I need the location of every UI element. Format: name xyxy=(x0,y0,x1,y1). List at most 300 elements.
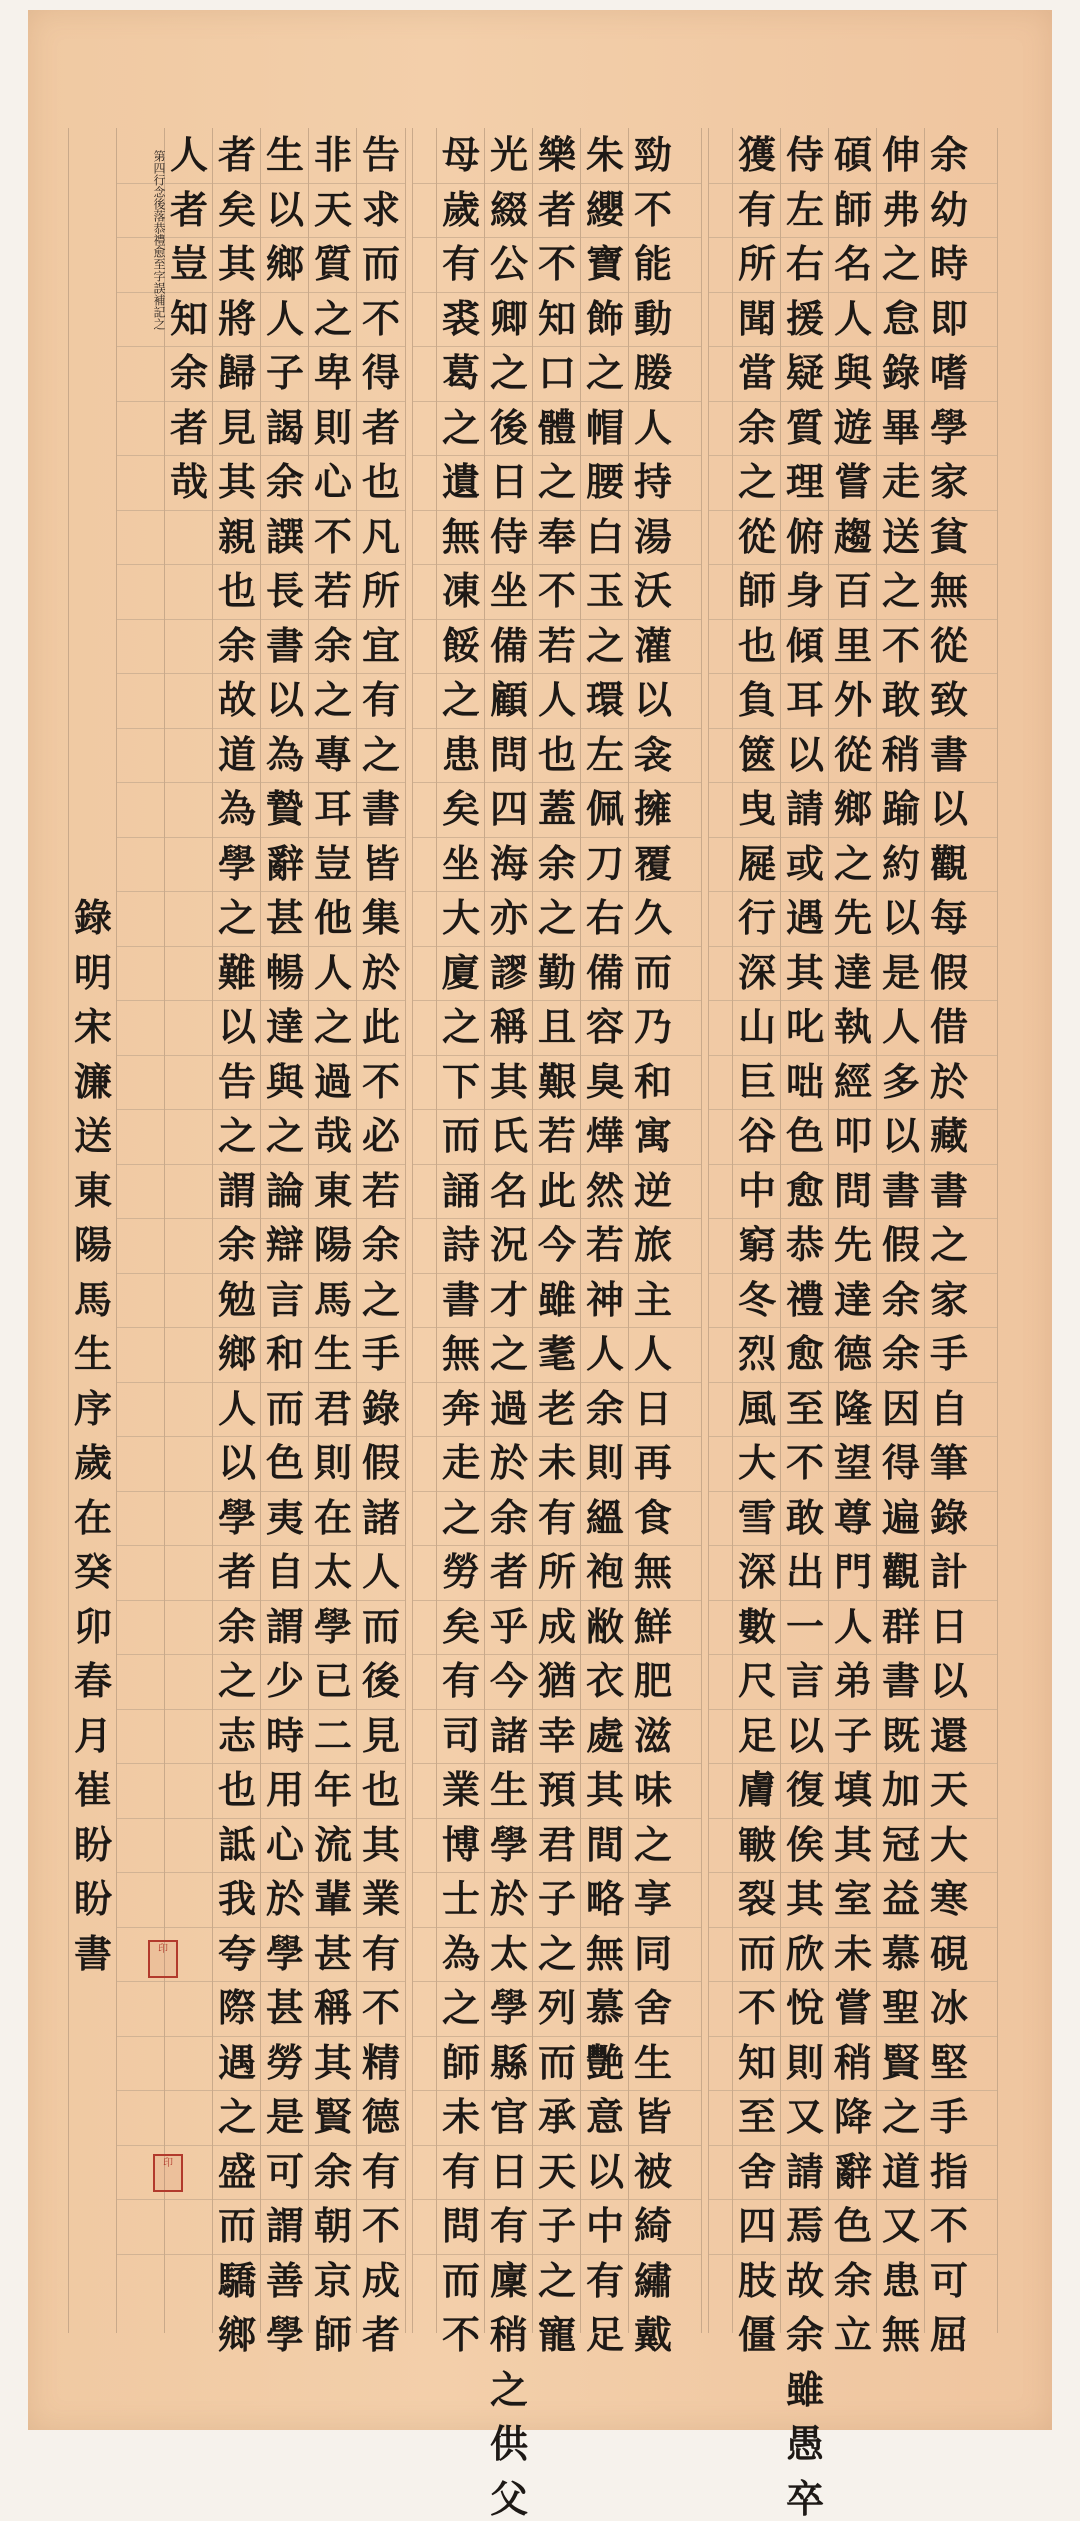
calligraphy-character: 之 xyxy=(537,895,576,940)
calligraphy-character: 不 xyxy=(881,622,920,668)
calligraphy-character: 四 xyxy=(489,786,528,831)
calligraphy-character: 錄 xyxy=(73,895,112,940)
text-column xyxy=(356,128,405,2357)
calligraphy-character: 之 xyxy=(489,2366,528,2412)
calligraphy-character: 春 xyxy=(73,1658,112,1703)
calligraphy-character: 遇 xyxy=(785,895,824,940)
calligraphy-character: 覆 xyxy=(633,840,672,886)
calligraphy-character: 鄉 xyxy=(217,1331,256,1376)
calligraphy-character: 之 xyxy=(537,2257,576,2303)
calligraphy-character: 而 xyxy=(441,1113,480,1158)
calligraphy-character: 此 xyxy=(537,1167,576,1213)
calligraphy-character: 陽 xyxy=(313,1222,352,1267)
calligraphy-character: 日 xyxy=(929,1603,968,1649)
calligraphy-character: 日 xyxy=(489,2148,528,2194)
calligraphy-character: 不 xyxy=(737,1985,776,2030)
calligraphy-character: 大 xyxy=(737,1440,776,1485)
calligraphy-character: 聞 xyxy=(737,295,776,341)
calligraphy-character: 冰 xyxy=(929,1985,968,2030)
calligraphy-character: 刀 xyxy=(585,840,624,886)
calligraphy-character: 巨 xyxy=(737,1058,776,1104)
calligraphy-character: 又 xyxy=(785,2094,824,2139)
calligraphy-character: 志 xyxy=(217,1712,256,1758)
calligraphy-character: 不 xyxy=(441,2312,480,2357)
calligraphy-character: 余 xyxy=(313,622,352,668)
calligraphy-character: 持 xyxy=(633,459,672,504)
calligraphy-character: 燁 xyxy=(585,1113,624,1158)
calligraphy-character: 肥 xyxy=(633,1658,672,1703)
calligraphy-character: 勤 xyxy=(537,949,576,995)
calligraphy-character: 供 xyxy=(489,2421,528,2466)
calligraphy-character: 者 xyxy=(217,1549,256,1594)
calligraphy-character: 人 xyxy=(537,677,576,722)
calligraphy-character: 堅 xyxy=(929,2039,968,2085)
calligraphy-character: 諸 xyxy=(361,1494,400,1540)
calligraphy-character: 書 xyxy=(929,1167,968,1213)
calligraphy-character: 假 xyxy=(929,949,968,995)
calligraphy-character: 無 xyxy=(633,1549,672,1594)
calligraphy-character: 以 xyxy=(585,2148,624,2194)
calligraphy-character: 無 xyxy=(881,2312,920,2357)
calligraphy-character: 之 xyxy=(217,1658,256,1703)
calligraphy-character: 和 xyxy=(633,1058,672,1104)
calligraphy-character: 有 xyxy=(737,186,776,232)
calligraphy-character: 與 xyxy=(833,350,872,395)
calligraphy-character: 既 xyxy=(881,1712,920,1758)
calligraphy-character: 略 xyxy=(585,1876,624,1921)
calligraphy-character: 有 xyxy=(361,1930,400,1976)
calligraphy-character: 深 xyxy=(737,1549,776,1594)
calligraphy-character: 此 xyxy=(361,1004,400,1049)
calligraphy-character: 未 xyxy=(441,2094,480,2139)
calligraphy-character: 之 xyxy=(537,1930,576,1976)
calligraphy-character: 子 xyxy=(833,1712,872,1758)
calligraphy-character: 謁 xyxy=(265,404,304,450)
calligraphy-character: 在 xyxy=(313,1494,352,1540)
calligraphy-character: 宜 xyxy=(361,622,400,668)
calligraphy-character: 勞 xyxy=(441,1549,480,1594)
calligraphy-character: 屣 xyxy=(737,840,776,886)
calligraphy-character: 是 xyxy=(881,949,920,995)
calligraphy-character: 後 xyxy=(489,404,528,450)
calligraphy-character: 無 xyxy=(585,1930,624,1976)
calligraphy-character: 之 xyxy=(441,1494,480,1540)
calligraphy-character: 書 xyxy=(881,1167,920,1213)
calligraphy-character: 二 xyxy=(313,1712,352,1758)
calligraphy-character: 預 xyxy=(537,1767,576,1812)
calligraphy-character: 詩 xyxy=(441,1222,480,1267)
calligraphy-character: 日 xyxy=(489,459,528,504)
calligraphy-character: 味 xyxy=(633,1767,672,1812)
calligraphy-character: 色 xyxy=(265,1440,304,1485)
calligraphy-character: 因 xyxy=(881,1385,920,1431)
calligraphy-character: 師 xyxy=(833,186,872,232)
calligraphy-character: 問 xyxy=(489,731,528,777)
calligraphy-character: 旅 xyxy=(633,1222,672,1267)
calligraphy-character: 辭 xyxy=(833,2148,872,2194)
calligraphy-character: 身 xyxy=(785,568,824,613)
calligraphy-character: 也 xyxy=(217,1767,256,1812)
calligraphy-character: 先 xyxy=(833,1222,872,1267)
calligraphy-character: 隆 xyxy=(833,1385,872,1431)
calligraphy-character: 藏 xyxy=(929,1113,968,1158)
calligraphy-character: 動 xyxy=(633,295,672,341)
calligraphy-character: 之 xyxy=(313,1004,352,1049)
calligraphy-character: 盛 xyxy=(217,2148,256,2194)
calligraphy-character: 群 xyxy=(881,1603,920,1649)
calligraphy-character: 公 xyxy=(489,241,528,286)
calligraphy-character: 灌 xyxy=(633,622,672,668)
calligraphy-character: 雪 xyxy=(737,1494,776,1540)
calligraphy-character: 幸 xyxy=(537,1712,576,1758)
calligraphy-character: 日 xyxy=(633,1385,672,1431)
text-column xyxy=(876,128,925,2357)
calligraphy-character: 若 xyxy=(361,1167,400,1213)
calligraphy-character: 學 xyxy=(929,404,968,450)
calligraphy-character: 行 xyxy=(737,895,776,940)
calligraphy-character: 知 xyxy=(737,2039,776,2085)
calligraphy-character: 尺 xyxy=(737,1658,776,1703)
calligraphy-character: 之 xyxy=(313,677,352,722)
calligraphy-character: 愈 xyxy=(785,1331,824,1376)
calligraphy-character: 口 xyxy=(537,350,576,395)
calligraphy-character: 寒 xyxy=(929,1876,968,1921)
calligraphy-character: 告 xyxy=(361,132,400,177)
calligraphy-character: 知 xyxy=(169,295,208,341)
calligraphy-character: 師 xyxy=(737,568,776,613)
calligraphy-character: 衣 xyxy=(585,1658,624,1703)
calligraphy-character: 者 xyxy=(537,186,576,232)
calligraphy-character: 見 xyxy=(217,404,256,450)
calligraphy-character: 稍 xyxy=(881,731,920,777)
calligraphy-character: 之 xyxy=(361,1276,400,1322)
calligraphy-character: 生 xyxy=(633,2039,672,2085)
calligraphy-character: 余 xyxy=(169,350,208,395)
calligraphy-character: 老 xyxy=(537,1385,576,1431)
calligraphy-character: 余 xyxy=(489,1494,528,1540)
calligraphy-character: 敝 xyxy=(585,1603,624,1649)
calligraphy-character: 深 xyxy=(737,949,776,995)
calligraphy-character: 是 xyxy=(265,2094,304,2139)
calligraphy-character: 列 xyxy=(537,1985,576,2030)
calligraphy-character: 左 xyxy=(785,186,824,232)
calligraphy-character: 問 xyxy=(441,2203,480,2248)
calligraphy-character: 而 xyxy=(441,2257,480,2303)
calligraphy-character: 賢 xyxy=(881,2039,920,2085)
calligraphy-character: 至 xyxy=(737,2094,776,2139)
calligraphy-character: 未 xyxy=(537,1440,576,1485)
calligraphy-character: 經 xyxy=(833,1058,872,1104)
calligraphy-character: 從 xyxy=(833,731,872,777)
calligraphy-character: 歲 xyxy=(441,186,480,232)
calligraphy-character: 疑 xyxy=(785,350,824,395)
calligraphy-character: 朱 xyxy=(585,132,624,177)
calligraphy-character: 而 xyxy=(537,2039,576,2085)
calligraphy-character: 皆 xyxy=(633,2094,672,2139)
calligraphy-character: 哉 xyxy=(169,459,208,504)
calligraphy-character: 曳 xyxy=(737,786,776,831)
calligraphy-character: 媵 xyxy=(633,350,672,395)
calligraphy-character: 書 xyxy=(881,1658,920,1703)
calligraphy-character: 者 xyxy=(169,404,208,450)
calligraphy-character: 至 xyxy=(785,1385,824,1431)
calligraphy-character: 腰 xyxy=(585,459,624,504)
calligraphy-character: 言 xyxy=(785,1658,824,1703)
calligraphy-character: 而 xyxy=(361,1603,400,1649)
calligraphy-character: 書 xyxy=(929,731,968,777)
calligraphy-character: 學 xyxy=(265,2312,304,2357)
calligraphy-character: 卑 xyxy=(313,350,352,395)
calligraphy-character: 難 xyxy=(217,949,256,995)
calligraphy-character: 之 xyxy=(217,895,256,940)
calligraphy-character: 明 xyxy=(73,949,112,995)
calligraphy-character: 和 xyxy=(265,1331,304,1376)
calligraphy-character: 善 xyxy=(265,2257,304,2303)
calligraphy-character: 艱 xyxy=(537,1058,576,1104)
calligraphy-character: 足 xyxy=(737,1712,776,1758)
calligraphy-character: 遍 xyxy=(881,1494,920,1540)
calligraphy-character: 容 xyxy=(585,1004,624,1049)
calligraphy-character: 之 xyxy=(537,459,576,504)
calligraphy-character: 鄉 xyxy=(833,786,872,831)
calligraphy-character: 矣 xyxy=(441,786,480,831)
panel-right xyxy=(708,128,998,2521)
calligraphy-character: 窮 xyxy=(737,1222,776,1267)
calligraphy-character: 氏 xyxy=(489,1113,528,1158)
calligraphy-character: 滋 xyxy=(633,1712,672,1758)
calligraphy-character: 計 xyxy=(929,1549,968,1594)
calligraphy-character: 於 xyxy=(929,1058,968,1104)
calligraphy-character: 余 xyxy=(537,840,576,886)
calligraphy-character: 者 xyxy=(217,132,256,177)
calligraphy-character: 濂 xyxy=(73,1058,112,1104)
calligraphy-character: 之 xyxy=(441,1985,480,2030)
calligraphy-character: 弗 xyxy=(881,186,920,232)
calligraphy-character: 學 xyxy=(313,1603,352,1649)
calligraphy-character: 辯 xyxy=(265,1222,304,1267)
calligraphy-character: 者 xyxy=(489,1549,528,1594)
calligraphy-character: 踰 xyxy=(881,786,920,831)
calligraphy-character: 之 xyxy=(881,568,920,613)
calligraphy-character: 東 xyxy=(73,1167,112,1213)
calligraphy-character: 膚 xyxy=(737,1767,776,1812)
calligraphy-character: 從 xyxy=(737,513,776,559)
calligraphy-character: 暢 xyxy=(265,949,304,995)
calligraphy-character: 嘗 xyxy=(833,1985,872,2030)
calligraphy-character: 海 xyxy=(489,840,528,886)
calligraphy-character: 今 xyxy=(489,1658,528,1703)
calligraphy-character: 以 xyxy=(881,895,920,940)
calligraphy-character: 也 xyxy=(537,731,576,777)
calligraphy-character: 少 xyxy=(265,1658,304,1703)
calligraphy-character: 之 xyxy=(217,2094,256,2139)
calligraphy-character: 慕 xyxy=(585,1985,624,2030)
calligraphy-character: 司 xyxy=(441,1712,480,1758)
text-column xyxy=(780,128,829,2521)
calligraphy-character: 在 xyxy=(73,1494,112,1540)
calligraphy-character: 愈 xyxy=(785,1167,824,1213)
calligraphy-character: 崔 xyxy=(73,1767,112,1812)
calligraphy-character: 天 xyxy=(929,1767,968,1812)
calligraphy-character: 外 xyxy=(833,677,872,722)
calligraphy-character: 承 xyxy=(537,2094,576,2139)
calligraphy-character: 擁 xyxy=(633,786,672,831)
calligraphy-character: 侍 xyxy=(785,132,824,177)
calligraphy-character: 師 xyxy=(313,2312,352,2357)
calligraphy-character: 贄 xyxy=(265,786,304,831)
calligraphy-character: 盼 xyxy=(73,1821,112,1867)
calligraphy-character: 坐 xyxy=(489,568,528,613)
calligraphy-character: 主 xyxy=(633,1276,672,1322)
calligraphy-character: 有 xyxy=(441,241,480,286)
calligraphy-character: 可 xyxy=(929,2257,968,2303)
calligraphy-character: 達 xyxy=(265,1004,304,1049)
calligraphy-character: 皆 xyxy=(361,840,400,886)
calligraphy-character: 望 xyxy=(833,1440,872,1485)
calligraphy-character: 其 xyxy=(585,1767,624,1812)
calligraphy-character: 且 xyxy=(537,1004,576,1049)
text-column xyxy=(308,128,357,2357)
calligraphy-character: 約 xyxy=(881,840,920,886)
calligraphy-character: 寶 xyxy=(585,241,624,286)
calligraphy-character: 成 xyxy=(537,1603,576,1649)
calligraphy-character: 咄 xyxy=(785,1058,824,1104)
calligraphy-character: 繡 xyxy=(633,2257,672,2303)
calligraphy-character: 君 xyxy=(313,1385,352,1431)
calligraphy-character: 言 xyxy=(265,1276,304,1322)
calligraphy-character: 博 xyxy=(441,1821,480,1867)
calligraphy-character: 書 xyxy=(265,622,304,668)
calligraphy-character: 其 xyxy=(217,459,256,504)
calligraphy-character: 綴 xyxy=(489,186,528,232)
calligraphy-character: 餒 xyxy=(441,622,480,668)
calligraphy-character: 於 xyxy=(361,949,400,995)
calligraphy-character: 學 xyxy=(217,840,256,886)
calligraphy-character: 無 xyxy=(929,568,968,613)
calligraphy-character: 學 xyxy=(265,1930,304,1976)
calligraphy-character: 請 xyxy=(785,2148,824,2194)
calligraphy-character: 也 xyxy=(361,459,400,504)
calligraphy-character: 余 xyxy=(217,1222,256,1267)
text-column xyxy=(924,128,973,2357)
calligraphy-character: 執 xyxy=(833,1004,872,1049)
calligraphy-character: 葛 xyxy=(441,350,480,395)
calligraphy-character: 色 xyxy=(785,1113,824,1158)
calligraphy-character: 人 xyxy=(361,1549,400,1594)
calligraphy-character: 生 xyxy=(489,1767,528,1812)
text-column xyxy=(628,128,677,2357)
calligraphy-character: 其 xyxy=(217,241,256,286)
calligraphy-character: 之 xyxy=(929,1222,968,1267)
calligraphy-character: 過 xyxy=(489,1385,528,1431)
calligraphy-character: 不 xyxy=(633,186,672,232)
text-column xyxy=(732,128,781,2357)
calligraphy-character: 敢 xyxy=(881,677,920,722)
calligraphy-character: 當 xyxy=(737,350,776,395)
text-column xyxy=(260,128,309,2357)
calligraphy-character: 久 xyxy=(633,895,672,940)
calligraphy-character: 得 xyxy=(881,1440,920,1485)
text-column xyxy=(164,128,213,2333)
calligraphy-character: 之 xyxy=(441,404,480,450)
calligraphy-character: 悅 xyxy=(785,1985,824,2030)
calligraphy-character: 驕 xyxy=(217,2257,256,2303)
calligraphy-character: 人 xyxy=(833,1603,872,1649)
calligraphy-character: 於 xyxy=(265,1876,304,1921)
calligraphy-character: 里 xyxy=(833,622,872,668)
calligraphy-character: 嗜 xyxy=(929,350,968,395)
calligraphy-character: 生 xyxy=(313,1331,352,1376)
calligraphy-character: 天 xyxy=(537,2148,576,2194)
calligraphy-character: 借 xyxy=(929,1004,968,1049)
calligraphy-character: 有 xyxy=(441,1658,480,1703)
calligraphy-character: 凍 xyxy=(441,568,480,613)
calligraphy-character: 士 xyxy=(441,1876,480,1921)
calligraphy-character: 若 xyxy=(585,1222,624,1267)
calligraphy-character: 不 xyxy=(361,1058,400,1104)
calligraphy-character: 母 xyxy=(441,132,480,177)
calligraphy-character: 皸 xyxy=(737,1821,776,1867)
calligraphy-character: 人 xyxy=(169,132,208,177)
calligraphy-character: 有 xyxy=(489,2203,528,2248)
calligraphy-character: 學 xyxy=(217,1494,256,1540)
calligraphy-character: 百 xyxy=(833,568,872,613)
calligraphy-character: 從 xyxy=(929,622,968,668)
calligraphy-character: 裘 xyxy=(441,295,480,341)
calligraphy-character: 幼 xyxy=(929,186,968,232)
calligraphy-character: 則 xyxy=(785,2039,824,2085)
calligraphy-character: 君 xyxy=(537,1821,576,1867)
calligraphy-character: 盼 xyxy=(73,1876,112,1921)
calligraphy-character: 將 xyxy=(217,295,256,341)
calligraphy-character: 質 xyxy=(313,241,352,286)
calligraphy-character: 卿 xyxy=(489,295,528,341)
calligraphy-character: 以 xyxy=(785,1712,824,1758)
calligraphy-character: 筆 xyxy=(929,1440,968,1485)
calligraphy-character: 之 xyxy=(361,731,400,777)
calligraphy-character: 禮 xyxy=(785,1276,824,1322)
calligraphy-character: 故 xyxy=(785,2257,824,2303)
calligraphy-character: 今 xyxy=(537,1222,576,1267)
calligraphy-character: 室 xyxy=(833,1876,872,1921)
calligraphy-character: 官 xyxy=(489,2094,528,2139)
calligraphy-character: 再 xyxy=(633,1440,672,1485)
calligraphy-character: 廩 xyxy=(489,2257,528,2303)
calligraphy-character: 心 xyxy=(265,1821,304,1867)
calligraphy-character: 出 xyxy=(785,1549,824,1594)
calligraphy-character: 譔 xyxy=(265,513,304,559)
calligraphy-character: 手 xyxy=(929,1331,968,1376)
calligraphy-character: 集 xyxy=(361,895,400,940)
calligraphy-character: 專 xyxy=(313,731,352,777)
calligraphy-character: 稍 xyxy=(489,2312,528,2357)
calligraphy-character: 者 xyxy=(169,186,208,232)
calligraphy-character: 必 xyxy=(361,1113,400,1158)
calligraphy-character: 硯 xyxy=(929,1930,968,1976)
calligraphy-character: 玉 xyxy=(585,568,624,613)
calligraphy-character: 學 xyxy=(489,1821,528,1867)
calligraphy-character: 天 xyxy=(313,186,352,232)
calligraphy-character: 達 xyxy=(833,1276,872,1322)
calligraphy-character: 鮮 xyxy=(633,1603,672,1649)
calligraphy-character: 錄 xyxy=(881,350,920,395)
calligraphy-character: 道 xyxy=(881,2148,920,2194)
calligraphy-character: 成 xyxy=(361,2257,400,2303)
calligraphy-character: 名 xyxy=(489,1167,528,1213)
calligraphy-character: 請 xyxy=(785,786,824,831)
calligraphy-character: 德 xyxy=(833,1331,872,1376)
calligraphy-character: 德 xyxy=(361,2094,400,2139)
